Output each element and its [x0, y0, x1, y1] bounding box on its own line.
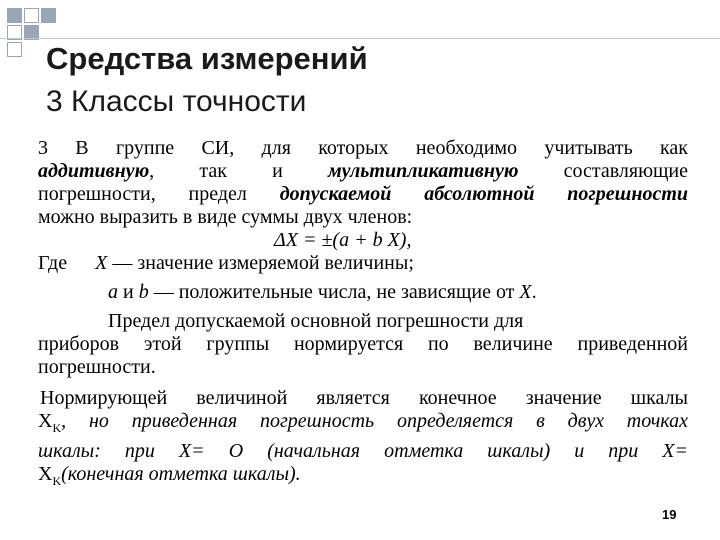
- text-fragment: и: [118, 281, 139, 303]
- term-multiplicative: мультипликативную: [327, 160, 519, 182]
- text-fragment: — значение измеряемой величины;: [107, 252, 414, 274]
- deco-square: [24, 8, 39, 23]
- header-divider: [0, 38, 720, 39]
- slide-title: Средства измерений: [46, 41, 368, 76]
- subscript: K: [52, 421, 62, 435]
- ab-line: [38, 281, 688, 304]
- text-fragment: (конечная отметка шкалы).: [61, 463, 301, 485]
- var-a: a: [108, 281, 118, 303]
- slide-subtitle: 3 Классы точности: [46, 85, 307, 118]
- slide-body: [38, 137, 688, 493]
- formula: ΔX = ±(a + b X),: [274, 229, 412, 251]
- para2-line2: приборов этой группы нормируется по величине приведенной: [38, 333, 688, 355]
- where-label: Где: [38, 252, 68, 274]
- var-x: X: [519, 281, 532, 303]
- para3-line1: Нормирующей величиной является конечное значение шкалы: [40, 387, 688, 409]
- deco-square: [7, 8, 22, 23]
- text-fragment: , но приведенная погрешность определяется в двух точках: [61, 410, 688, 432]
- para3-line3: шкалы: при X= О (начальная отметка шкалы) и при X=: [38, 440, 688, 462]
- text-fragment: составляющие: [518, 160, 688, 182]
- para2-line1: Предел допускаемой основной погрешности для: [108, 310, 524, 332]
- var-x: X: [95, 252, 108, 274]
- para3-line4: [38, 463, 688, 493]
- para3-line2: [38, 410, 688, 440]
- para1-line2: [38, 160, 688, 183]
- subscript: K: [52, 474, 62, 488]
- deco-square: [41, 8, 56, 23]
- text-fragment: .: [531, 281, 537, 303]
- para2-line3: погрешности.: [38, 356, 156, 378]
- term-abs-error: допускаемой абсолютной погрешности: [279, 183, 688, 205]
- where-line: [38, 252, 688, 275]
- text-fragment: — положительные числа, не зависящие от: [148, 281, 520, 303]
- text-fragment: погрешности, предел: [38, 183, 280, 205]
- deco-square: [7, 42, 22, 57]
- para1-line1: 3 В группе СИ, для которых необходимо учитывать как: [38, 137, 688, 159]
- var-xk: X: [38, 410, 53, 432]
- term-additive: аддитивную: [38, 160, 150, 182]
- var-xk: X: [38, 463, 53, 485]
- text-fragment: , так и: [149, 160, 328, 182]
- var-b: b: [138, 281, 149, 303]
- page-number: 19: [662, 507, 677, 522]
- para1-line3: [38, 183, 688, 206]
- para1-line4: можно выразить в виде суммы двух членов:: [38, 206, 413, 228]
